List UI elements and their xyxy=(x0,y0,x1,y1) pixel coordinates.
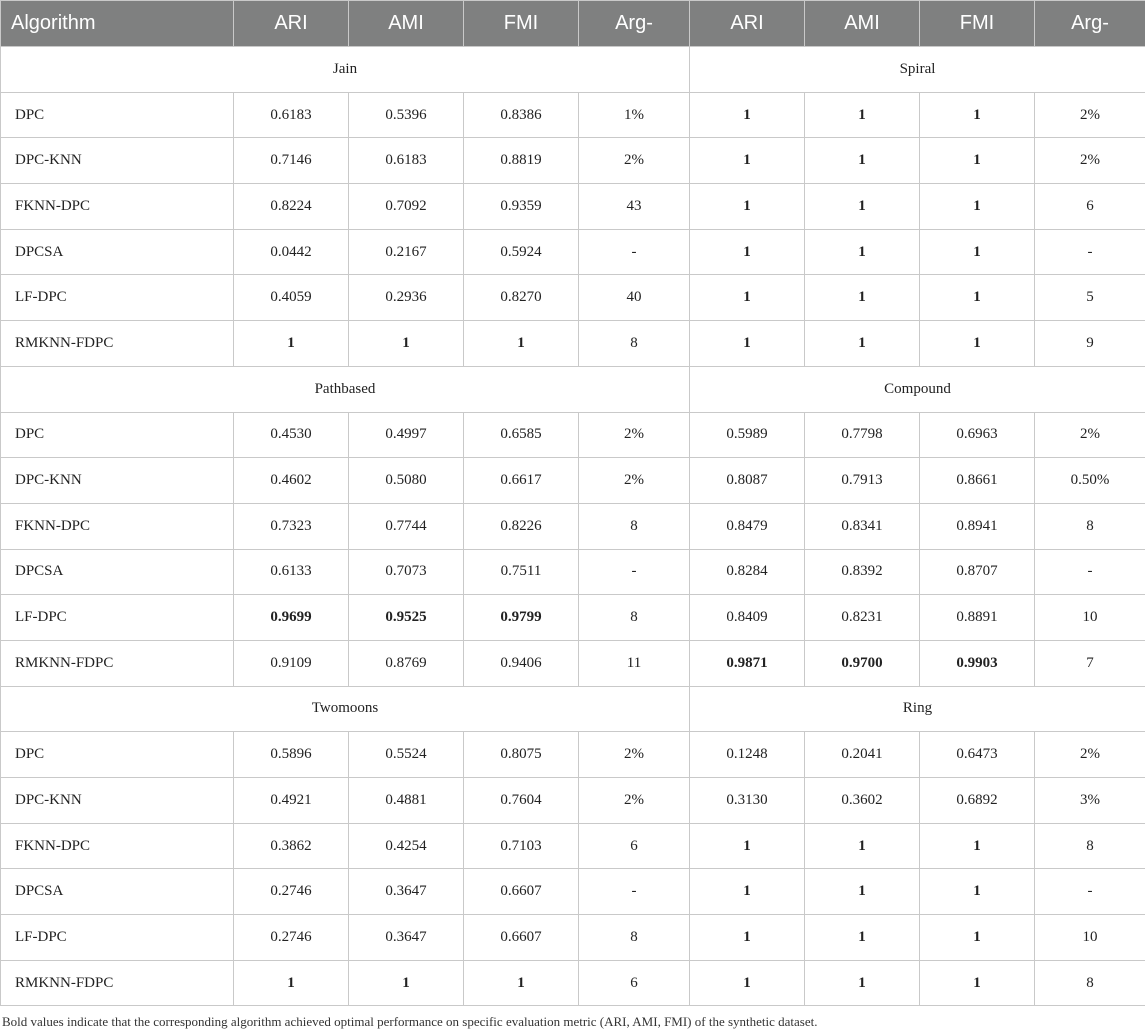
value-cell: 0.7323 xyxy=(234,503,349,549)
value-cell: - xyxy=(1035,229,1145,275)
value-cell: 0.4059 xyxy=(234,275,349,321)
value-cell: 0.8661 xyxy=(920,458,1035,504)
value-cell: 0.4254 xyxy=(349,823,464,869)
header-ami-left: AMI xyxy=(349,1,464,47)
value-cell: 0.6617 xyxy=(464,458,579,504)
value-cell: 8 xyxy=(579,503,690,549)
value-cell: 0.6585 xyxy=(464,412,579,458)
value-cell: 0.8386 xyxy=(464,92,579,138)
algorithm-cell: LF-DPC xyxy=(1,275,234,321)
table-header xyxy=(1,1,1145,47)
value-cell: 0.7744 xyxy=(349,503,464,549)
value-cell: 0.6183 xyxy=(234,92,349,138)
value-cell: 6 xyxy=(579,823,690,869)
value-cell: 1 xyxy=(690,869,805,915)
value-cell: 0.9109 xyxy=(234,640,349,686)
value-cell: 0.6473 xyxy=(920,732,1035,778)
value-cell: 0.5524 xyxy=(349,732,464,778)
table-row xyxy=(1,960,1145,1006)
value-cell: 1 xyxy=(920,869,1035,915)
table-row xyxy=(1,138,1145,184)
table-row xyxy=(1,869,1145,915)
value-cell: 2% xyxy=(579,778,690,824)
table-row xyxy=(1,640,1145,686)
header-ami-right: AMI xyxy=(805,1,920,47)
footnote: Bold values indicate that the corresponding algorithm achieved optimal performance on specific evaluation metric (ARI, AMI, FMI) of the synthetic dataset. xyxy=(2,1014,818,1030)
value-cell: 0.3862 xyxy=(234,823,349,869)
header-fmi-right: FMI xyxy=(920,1,1035,47)
value-cell: 0.6607 xyxy=(464,915,579,961)
value-cell: 0.2041 xyxy=(805,732,920,778)
table-row xyxy=(1,778,1145,824)
value-cell: 1 xyxy=(690,184,805,230)
value-cell: 0.8392 xyxy=(805,549,920,595)
value-cell: 1 xyxy=(805,184,920,230)
value-cell: 1 xyxy=(920,960,1035,1006)
algorithm-cell: LF-DPC xyxy=(1,915,234,961)
value-cell: 2% xyxy=(1035,138,1145,184)
table-row xyxy=(1,732,1145,778)
algorithm-cell: RMKNN-FDPC xyxy=(1,321,234,367)
value-cell: 0.4530 xyxy=(234,412,349,458)
value-cell: 0.8075 xyxy=(464,732,579,778)
value-cell: 1 xyxy=(920,915,1035,961)
value-cell: 1 xyxy=(690,960,805,1006)
algorithm-cell: DPC-KNN xyxy=(1,458,234,504)
table-row xyxy=(1,229,1145,275)
value-cell: 0.8891 xyxy=(920,595,1035,641)
table-row xyxy=(1,549,1145,595)
value-cell: - xyxy=(1035,549,1145,595)
value-cell: 1 xyxy=(349,321,464,367)
value-cell: 0.9699 xyxy=(234,595,349,641)
value-cell: 0.2167 xyxy=(349,229,464,275)
table-row xyxy=(1,458,1145,504)
dataset-name: Jain xyxy=(1,47,690,93)
value-cell: 0.8226 xyxy=(464,503,579,549)
value-cell: 0.7604 xyxy=(464,778,579,824)
value-cell: 2% xyxy=(579,732,690,778)
value-cell: 43 xyxy=(579,184,690,230)
value-cell: 0.9871 xyxy=(690,640,805,686)
value-cell: 0.8341 xyxy=(805,503,920,549)
value-cell: 0.3602 xyxy=(805,778,920,824)
value-cell: 1 xyxy=(690,229,805,275)
value-cell: 1 xyxy=(805,915,920,961)
algorithm-cell: DPC xyxy=(1,732,234,778)
value-cell: 0.8707 xyxy=(920,549,1035,595)
value-cell: 10 xyxy=(1035,915,1145,961)
table-row xyxy=(1,595,1145,641)
value-cell: 1 xyxy=(690,823,805,869)
value-cell: 0.9799 xyxy=(464,595,579,641)
value-cell: 0.7511 xyxy=(464,549,579,595)
value-cell: 1 xyxy=(805,275,920,321)
dataset-name: Ring xyxy=(690,686,1145,732)
value-cell: 0.8479 xyxy=(690,503,805,549)
header-arg-left: Arg- xyxy=(579,1,690,47)
value-cell: 1 xyxy=(690,138,805,184)
value-cell: 0.7092 xyxy=(349,184,464,230)
value-cell: 1 xyxy=(690,915,805,961)
value-cell: 11 xyxy=(579,640,690,686)
value-cell: 2% xyxy=(579,458,690,504)
value-cell: 0.8231 xyxy=(805,595,920,641)
algorithm-cell: RMKNN-FDPC xyxy=(1,640,234,686)
value-cell: - xyxy=(579,869,690,915)
value-cell: 0.4997 xyxy=(349,412,464,458)
value-cell: 1 xyxy=(805,229,920,275)
value-cell: 1 xyxy=(349,960,464,1006)
table-row xyxy=(1,275,1145,321)
value-cell: 0.3130 xyxy=(690,778,805,824)
value-cell: 0.0442 xyxy=(234,229,349,275)
value-cell: 1 xyxy=(690,321,805,367)
dataset-row xyxy=(1,686,1145,732)
header-row xyxy=(1,1,1145,47)
dataset-name: Compound xyxy=(690,366,1145,412)
value-cell: 1 xyxy=(805,92,920,138)
value-cell: 0.2936 xyxy=(349,275,464,321)
value-cell: 6 xyxy=(1035,184,1145,230)
table-row xyxy=(1,321,1145,367)
value-cell: 0.2746 xyxy=(234,869,349,915)
value-cell: 0.50% xyxy=(1035,458,1145,504)
value-cell: 1 xyxy=(805,321,920,367)
value-cell: 0.7913 xyxy=(805,458,920,504)
value-cell: 1 xyxy=(805,869,920,915)
value-cell: 0.7798 xyxy=(805,412,920,458)
algorithm-cell: LF-DPC xyxy=(1,595,234,641)
value-cell: - xyxy=(579,549,690,595)
dataset-row xyxy=(1,47,1145,93)
value-cell: 0.8409 xyxy=(690,595,805,641)
value-cell: 0.8769 xyxy=(349,640,464,686)
value-cell: 0.7146 xyxy=(234,138,349,184)
value-cell: 6 xyxy=(579,960,690,1006)
value-cell: 3% xyxy=(1035,778,1145,824)
value-cell: - xyxy=(579,229,690,275)
value-cell: 0.8087 xyxy=(690,458,805,504)
value-cell: 1 xyxy=(805,823,920,869)
value-cell: 1 xyxy=(805,960,920,1006)
value-cell: 2% xyxy=(1035,92,1145,138)
value-cell: 1 xyxy=(234,321,349,367)
value-cell: 0.3647 xyxy=(349,915,464,961)
value-cell: 1 xyxy=(920,92,1035,138)
value-cell: 0.6892 xyxy=(920,778,1035,824)
value-cell: - xyxy=(1035,869,1145,915)
algorithm-cell: DPCSA xyxy=(1,229,234,275)
value-cell: 0.8284 xyxy=(690,549,805,595)
value-cell: 0.6963 xyxy=(920,412,1035,458)
table-row xyxy=(1,412,1145,458)
value-cell: 2% xyxy=(579,138,690,184)
value-cell: 1% xyxy=(579,92,690,138)
algorithm-cell: DPC-KNN xyxy=(1,138,234,184)
value-cell: 0.2746 xyxy=(234,915,349,961)
value-cell: 0.8819 xyxy=(464,138,579,184)
algorithm-cell: FKNN-DPC xyxy=(1,823,234,869)
header-ari-right: ARI xyxy=(690,1,805,47)
value-cell: 0.4921 xyxy=(234,778,349,824)
value-cell: 0.5396 xyxy=(349,92,464,138)
value-cell: 1 xyxy=(920,184,1035,230)
value-cell: 8 xyxy=(1035,823,1145,869)
value-cell: 0.6183 xyxy=(349,138,464,184)
value-cell: 0.9406 xyxy=(464,640,579,686)
table-row xyxy=(1,823,1145,869)
value-cell: 0.5080 xyxy=(349,458,464,504)
value-cell: 8 xyxy=(1035,503,1145,549)
value-cell: 40 xyxy=(579,275,690,321)
value-cell: 0.4602 xyxy=(234,458,349,504)
value-cell: 0.3647 xyxy=(349,869,464,915)
value-cell: 0.9525 xyxy=(349,595,464,641)
value-cell: 1 xyxy=(464,960,579,1006)
value-cell: 0.1248 xyxy=(690,732,805,778)
value-cell: 1 xyxy=(805,138,920,184)
value-cell: 1 xyxy=(920,275,1035,321)
value-cell: 1 xyxy=(920,138,1035,184)
value-cell: 8 xyxy=(579,915,690,961)
header-fmi-left: FMI xyxy=(464,1,579,47)
value-cell: 1 xyxy=(920,823,1035,869)
value-cell: 0.4881 xyxy=(349,778,464,824)
value-cell: 0.8941 xyxy=(920,503,1035,549)
algorithm-cell: DPC xyxy=(1,412,234,458)
value-cell: 9 xyxy=(1035,321,1145,367)
table-body xyxy=(1,47,1145,1006)
dataset-name: Pathbased xyxy=(1,366,690,412)
table-row xyxy=(1,92,1145,138)
value-cell: 1 xyxy=(690,275,805,321)
value-cell: 1 xyxy=(920,321,1035,367)
value-cell: 0.9700 xyxy=(805,640,920,686)
algorithm-cell: RMKNN-FDPC xyxy=(1,960,234,1006)
header-ari-left: ARI xyxy=(234,1,349,47)
value-cell: 0.9359 xyxy=(464,184,579,230)
dataset-row xyxy=(1,366,1145,412)
value-cell: 8 xyxy=(579,321,690,367)
value-cell: 1 xyxy=(920,229,1035,275)
value-cell: 0.6607 xyxy=(464,869,579,915)
header-arg-right: Arg- xyxy=(1035,1,1145,47)
algorithm-cell: FKNN-DPC xyxy=(1,503,234,549)
table-row xyxy=(1,915,1145,961)
table-row xyxy=(1,184,1145,230)
value-cell: 0.6133 xyxy=(234,549,349,595)
value-cell: 0.8224 xyxy=(234,184,349,230)
value-cell: 1 xyxy=(464,321,579,367)
value-cell: 0.5989 xyxy=(690,412,805,458)
dataset-name: Spiral xyxy=(690,47,1145,93)
algorithm-cell: DPCSA xyxy=(1,869,234,915)
value-cell: 0.8270 xyxy=(464,275,579,321)
algorithm-cell: DPC xyxy=(1,92,234,138)
value-cell: 0.7073 xyxy=(349,549,464,595)
value-cell: 10 xyxy=(1035,595,1145,641)
value-cell: 7 xyxy=(1035,640,1145,686)
value-cell: 0.7103 xyxy=(464,823,579,869)
value-cell: 0.5896 xyxy=(234,732,349,778)
value-cell: 1 xyxy=(690,92,805,138)
value-cell: 2% xyxy=(1035,412,1145,458)
header-algorithm: Algorithm xyxy=(1,1,234,47)
value-cell: 0.5924 xyxy=(464,229,579,275)
value-cell: 0.9903 xyxy=(920,640,1035,686)
value-cell: 2% xyxy=(1035,732,1145,778)
value-cell: 2% xyxy=(579,412,690,458)
algorithm-cell: DPCSA xyxy=(1,549,234,595)
dataset-name: Twomoons xyxy=(1,686,690,732)
table-row xyxy=(1,503,1145,549)
value-cell: 8 xyxy=(1035,960,1145,1006)
algorithm-cell: FKNN-DPC xyxy=(1,184,234,230)
value-cell: 1 xyxy=(234,960,349,1006)
value-cell: 8 xyxy=(579,595,690,641)
algorithm-cell: DPC-KNN xyxy=(1,778,234,824)
value-cell: 5 xyxy=(1035,275,1145,321)
